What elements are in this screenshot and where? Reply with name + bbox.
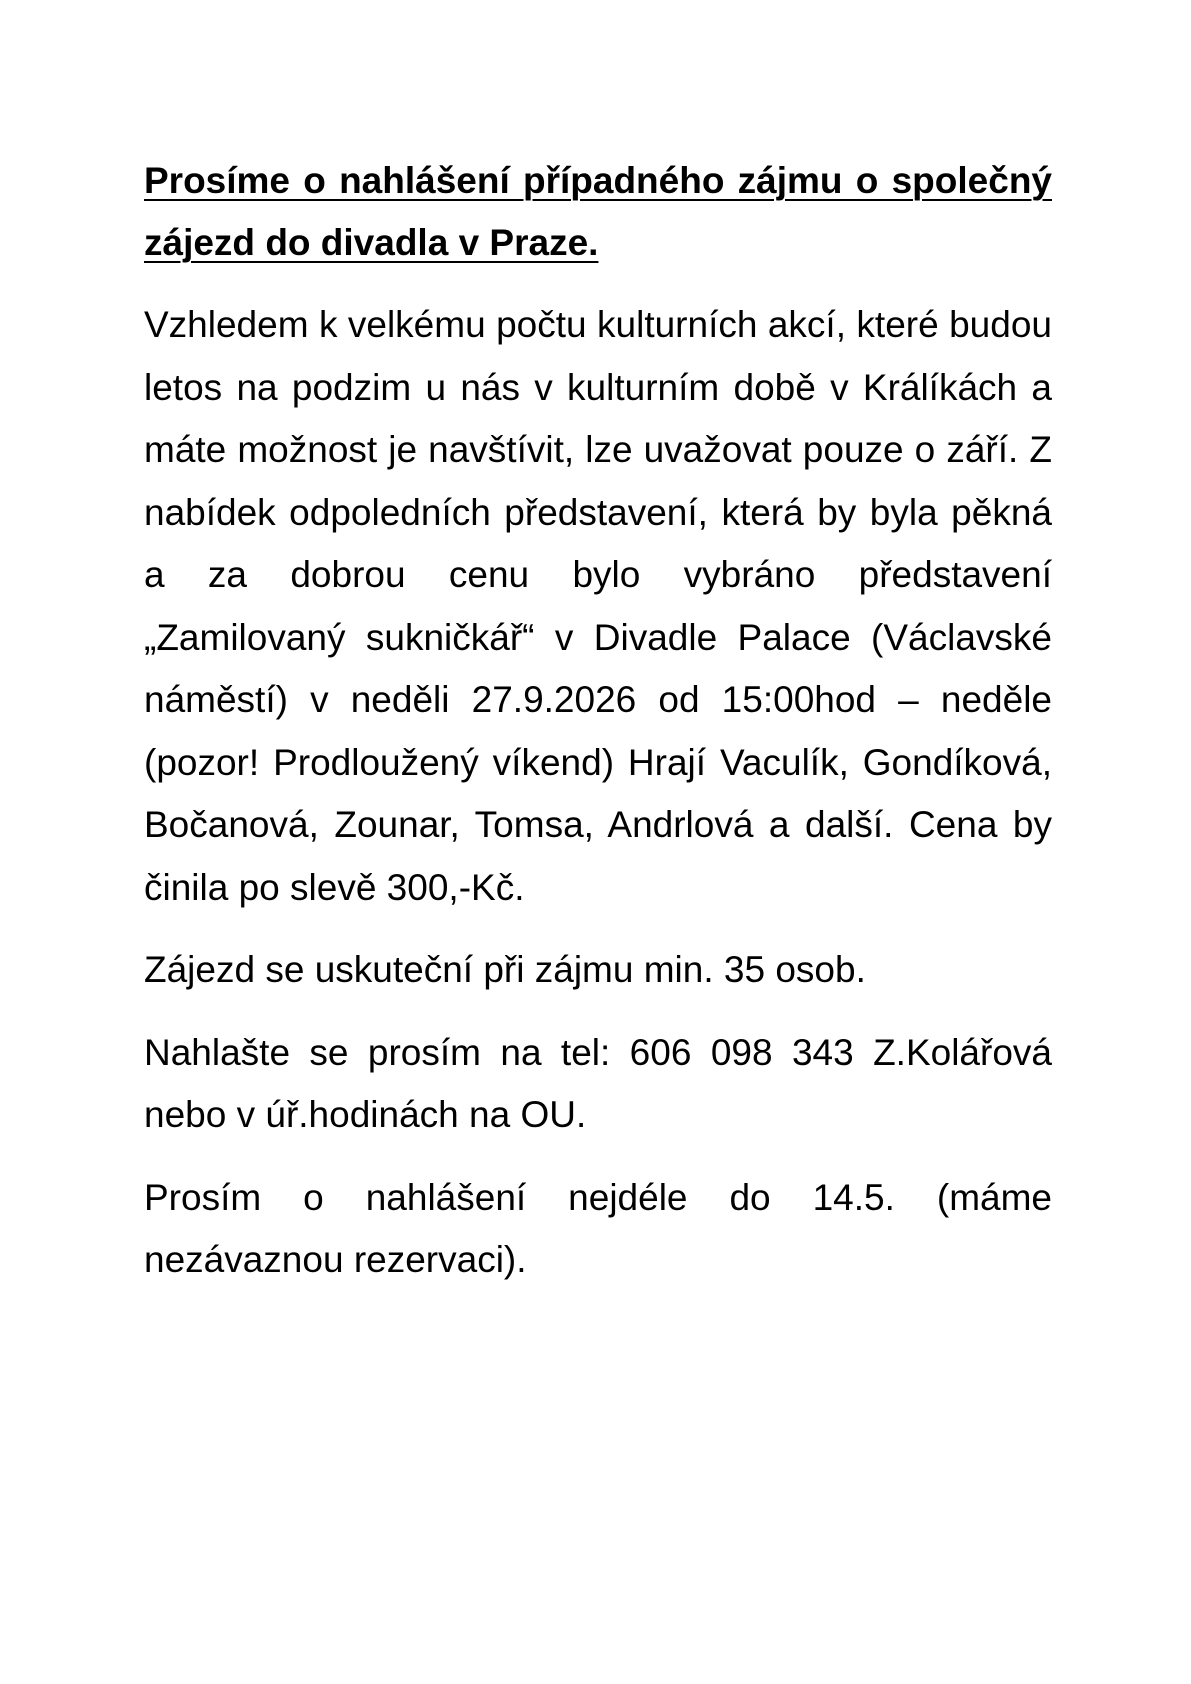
notice-page xyxy=(144,150,1052,1312)
deadline-paragraph: Prosím o nahlášení nejdéle do 14.5. (máme nezávaznou rezervaci). xyxy=(144,1176,1052,1280)
notice-title: Prosíme o nahlášení případného zájmu o společný zájezd do divadla v Praze. xyxy=(144,160,1052,263)
minimum-participants-paragraph: Zájezd se uskuteční při zájmu min. 35 osob. xyxy=(144,949,866,990)
event-details-paragraph: Vzhledem k velkému počtu kulturních akcí, které budou letos na podzim u nás v kulturním době v Králíkách a máte možnost je navštívit, lze uvažovat pouze o září. Z nabídek odpoledních představení, která by byla pěkná a za dobrou cenu bylo vybráno představení „Zamilovaný sukničkář“ v Divadle Palace (Václavské náměstí) v neděli 27.9.2026 od 15:00hod – neděle (pozor! Prodloužený víkend) Hrají Vaculík, Gondíková, Bočanová, Zounar, Tomsa, Andrlová a další. Cena by činila po slevě 300,-Kč. xyxy=(144,304,1052,908)
contact-paragraph: Nahlašte se prosím na tel: 606 098 343 Z.Kolářová nebo v úř.hodinách na OU. xyxy=(144,1031,1052,1135)
